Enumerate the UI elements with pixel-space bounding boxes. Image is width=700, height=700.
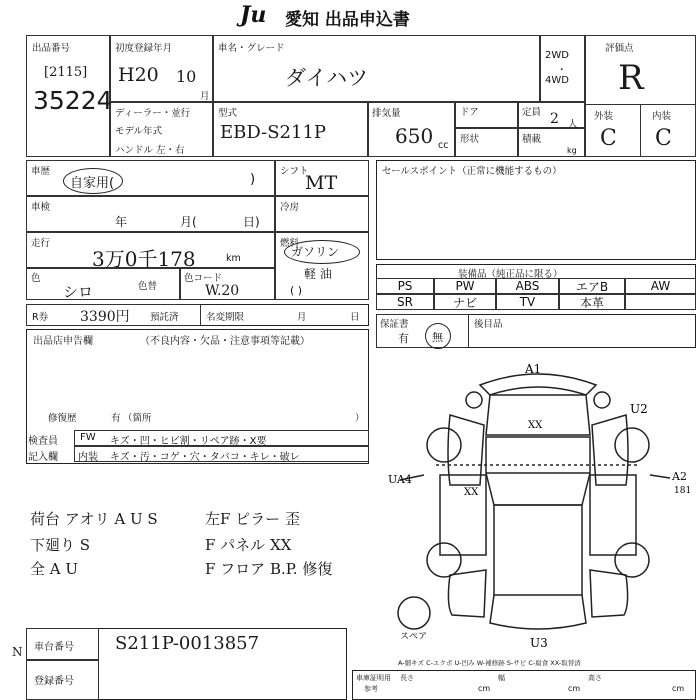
equipment-label: 装備品（純正品に限る）: [458, 269, 563, 280]
inspector-label2: 記入欄: [28, 452, 58, 463]
note-3: 全 A U: [30, 560, 79, 578]
history-close: ): [250, 172, 256, 187]
note-6: F フロア B.P. 修復: [205, 560, 333, 578]
report-label: 出品店申告欄: [33, 336, 93, 347]
note-4: 左F ピラー 歪: [205, 510, 300, 528]
warranty-label: 保証書: [380, 319, 409, 330]
fuel-paren: ( ): [290, 284, 303, 297]
color-label: 色: [31, 273, 41, 284]
rear-seat-label: 後目品: [474, 319, 503, 330]
displacement-label: 排気量: [372, 108, 401, 119]
equipment-navi: ナビ: [434, 294, 496, 310]
warranty-yes: 有: [398, 332, 409, 345]
warranty-no: 無: [432, 331, 443, 344]
inspection-day: 日): [243, 215, 260, 229]
inspection-label: 車検: [31, 202, 51, 213]
shift-value: MT: [305, 172, 338, 194]
diagram-top: A1: [525, 362, 542, 376]
cert-length-unit: cm: [478, 684, 491, 693]
grade-value: R: [618, 58, 644, 98]
header-logo: Ju: [240, 2, 267, 28]
inspection-month: 月(: [180, 215, 197, 229]
inspection-cell: [26, 196, 275, 232]
shape-label: 形状: [460, 134, 480, 145]
name-change-day: 日: [350, 312, 360, 323]
lot-label: 出品番号: [32, 43, 71, 54]
shift-label: シフト: [280, 166, 309, 177]
recycle-status: 預託済: [150, 312, 179, 323]
cert-length: 長さ: [400, 674, 414, 682]
color-code-label: 色コード: [184, 273, 223, 284]
cert-height: 高さ: [588, 674, 602, 682]
registration-month: 10: [176, 67, 197, 86]
equipment-sr: SR: [376, 294, 434, 310]
mileage-unit: km: [226, 253, 241, 264]
inspector-label1: 検査員: [28, 436, 58, 447]
grade-exterior: C: [600, 126, 617, 151]
grade-interior-label: 内装: [652, 111, 672, 122]
equipment-ps: PS: [376, 278, 434, 294]
equipment-airbag: エアB: [559, 278, 625, 294]
inspector-fw-items: キズ・凹・ヒビ割・リペア跡・X要: [110, 436, 267, 447]
diagram-bottom: U3: [530, 636, 548, 650]
inspector-fw: FW: [80, 432, 96, 443]
diagram-xx-front: XX: [528, 420, 543, 431]
equipment-pw: PW: [434, 278, 496, 294]
diagram-xx-left: XX: [464, 487, 479, 498]
cert-height-unit: cm: [672, 684, 685, 693]
name-label: 車名・グレード: [218, 43, 285, 54]
capacity-value: 2: [550, 111, 559, 127]
model-year-label: モデル年式: [115, 126, 163, 137]
header-title: 愛知 出品申込書: [285, 10, 410, 30]
registration-month-unit: 月: [200, 91, 210, 102]
cert-sub: 参考: [364, 685, 378, 693]
equipment-empty: [625, 294, 696, 310]
grade-exterior-label: 外装: [594, 111, 614, 122]
dealer-label: ディーラー・並行: [115, 108, 191, 119]
door-label: ドア: [460, 107, 479, 118]
registration-label: 初度登録年月: [115, 43, 173, 54]
color-change: 色替: [138, 281, 158, 292]
car-diagram: [380, 355, 696, 655]
cooling-label: 冷房: [280, 202, 300, 213]
color-value: シロ: [63, 283, 94, 301]
color-code-value: W.20: [205, 283, 240, 299]
diagram-legend: A-細キズ C-エクボ U-凹み W-補修跡 S-サビ C-腐食 XX-取替済: [398, 659, 581, 667]
diagram-right: A2: [672, 470, 687, 483]
capacity-label: 定員: [522, 107, 542, 118]
equipment-aw: AW: [625, 278, 696, 294]
diagram-left: UA4: [388, 473, 412, 486]
note-1: 荷台 アオリ A U S: [30, 510, 158, 528]
cert-width: 幅: [498, 674, 505, 682]
displacement-value: 650: [395, 124, 434, 148]
history-value: 自家用(: [70, 176, 115, 191]
grade-interior: C: [655, 126, 672, 151]
grade-label: 評価点: [605, 43, 634, 54]
recycle-label: R券: [32, 312, 49, 323]
register-label: 登録番号: [34, 676, 74, 687]
cert-width-unit: cm: [568, 684, 581, 693]
equipment-tv: TV: [496, 294, 559, 310]
drive-2wd: 2WD: [545, 50, 569, 61]
diagram-right-top: U2: [630, 402, 648, 416]
report-note: （不良内容・欠品・注意事項等記載）: [140, 336, 310, 347]
diagram-right-sub: 181: [674, 486, 692, 496]
load-label: 積載: [522, 134, 542, 145]
drive-dot: ・: [557, 65, 567, 76]
cert-label: 車庫証明用: [356, 674, 391, 682]
name-change-label: 名変期限: [206, 312, 245, 323]
name-value: ダイハツ: [285, 66, 369, 90]
note-5: F パネル XX: [205, 536, 292, 554]
note-2: 下廻り S: [30, 536, 91, 554]
chassis-label: 車台番号: [34, 642, 74, 653]
fuel-diesel: 軽 油: [304, 267, 332, 281]
inspector-in: 内装: [78, 452, 98, 463]
fuel-label: 燃料: [280, 238, 300, 249]
repair-has: 有: [111, 413, 121, 424]
equipment-leather: 本革: [559, 294, 625, 310]
mileage-value: 3万0千178: [92, 247, 196, 271]
capacity-unit: 人: [568, 119, 578, 130]
fuel-gas: ガソリン: [291, 245, 340, 259]
lot-sub: [2115]: [44, 65, 88, 80]
lot-number: 35224: [33, 86, 113, 115]
inspection-year: 年: [115, 215, 128, 229]
mileage-label: 走行: [31, 238, 51, 249]
chassis-value: S211P-0013857: [115, 633, 260, 654]
displacement-unit: cc: [438, 140, 449, 151]
history-label: 車歴: [31, 166, 51, 177]
inspector-in-items: キズ・汚・コゲ・穴・タバコ・キレ・破レ: [110, 452, 300, 463]
margin-mark: N: [12, 645, 23, 659]
sales-label: セールスポイント（正常に機能するもの）: [382, 166, 562, 177]
handle-label: ハンドル 左・右: [115, 145, 185, 156]
model-value: EBD-S211P: [220, 122, 327, 143]
registration-era: H20: [118, 64, 159, 86]
diagram-spare: スペア: [400, 632, 428, 642]
repair-close: ）: [355, 413, 365, 424]
model-label: 型式: [218, 108, 238, 119]
drive-4wd: 4WD: [545, 75, 569, 86]
repair-place: （箇所: [123, 413, 152, 424]
load-unit: kg: [567, 146, 577, 155]
repair-label: 修復歴: [48, 413, 77, 424]
name-change-month: 月: [297, 312, 307, 323]
recycle-value: 3390円: [80, 309, 130, 325]
equipment-abs: ABS: [496, 278, 559, 294]
